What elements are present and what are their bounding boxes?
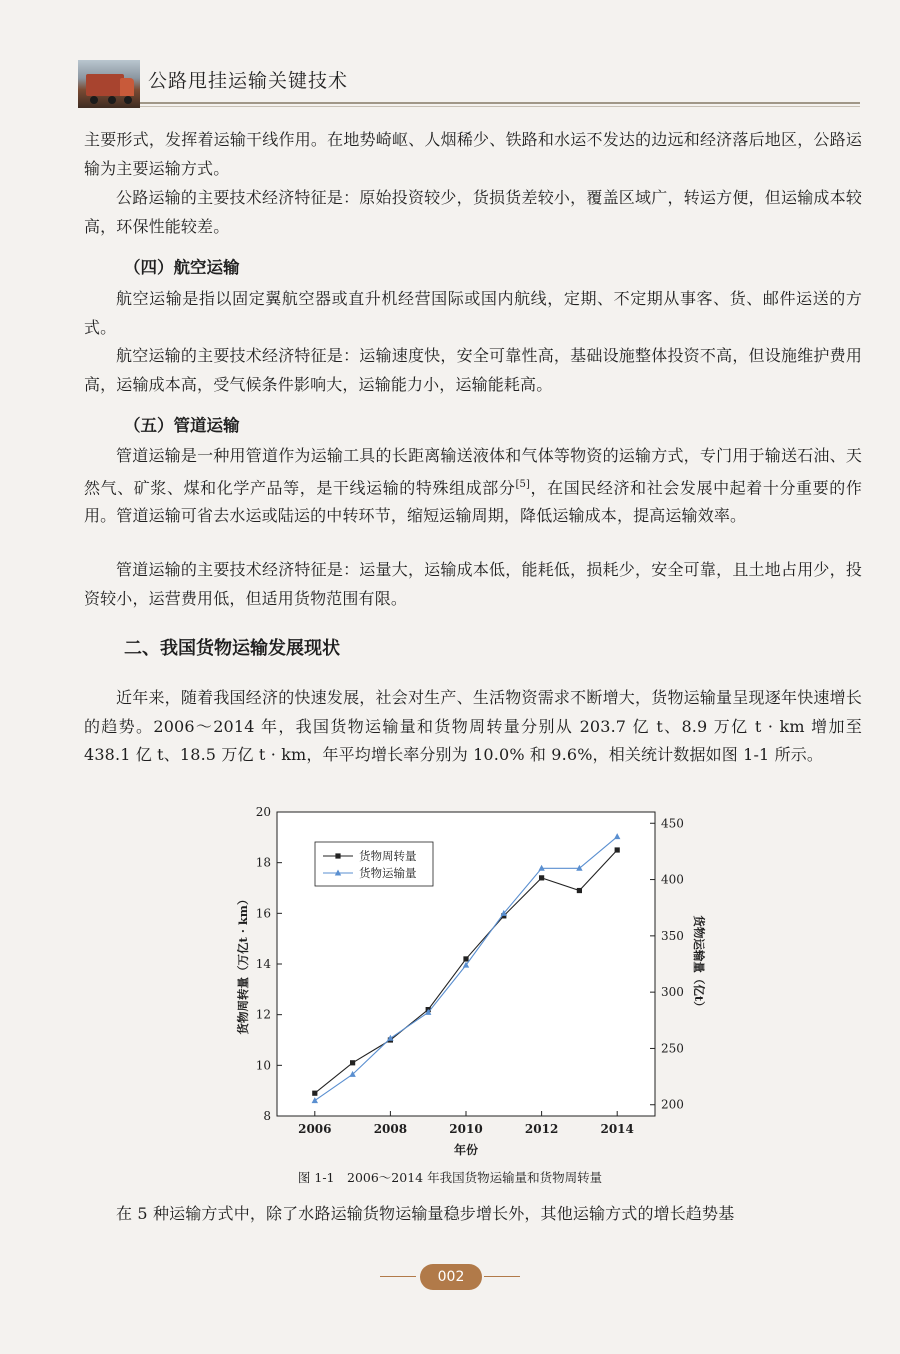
- paragraph: 管道运输的主要技术经济特征是：运量大，运输成本低，能耗低，损耗少，安全可靠，且土地占用少，投资较小，运营费用低，但适用货物范围有限。: [84, 560, 862, 608]
- figure-1-1-chart: [222, 800, 706, 1160]
- y-right-tick-label: 400: [661, 872, 684, 887]
- x-tick-label: 2010: [449, 1122, 483, 1136]
- section-heading: （四）航空运输: [124, 258, 240, 277]
- citation-ref: [5]: [515, 478, 531, 490]
- data-point-square: [463, 956, 468, 961]
- x-tick-label: 2008: [373, 1122, 408, 1136]
- data-point-square: [577, 888, 582, 893]
- truck-photo-icon: [78, 60, 140, 108]
- paragraph: 近年来，随着我国经济的快速发展，社会对生产、生活物资需求不断增大，货物运输量呈现逐年快速增长的趋势。2006～2014 年，我国货物运输量和货物周转量分别从 203.7 亿 t、8.9 万亿 t · km 增加至 438.1 亿 t、18.5 万亿 t · km，年平均增长率分别为 10.0% 和 9.6%，相关统计数据如图 1-1 所示。: [84, 688, 862, 764]
- y-left-tick-label: 10: [255, 1058, 271, 1073]
- y-left-tick-label: 8: [263, 1109, 271, 1123]
- y-left-tick-label: 12: [255, 1007, 271, 1022]
- paragraph: 航空运输是指以固定翼航空器或直升机经营国际或国内航线，定期、不定期从事客、货、邮件运送的方式。: [84, 289, 862, 337]
- data-point-square: [539, 875, 544, 880]
- legend-marker-square: [335, 853, 340, 858]
- data-point-square: [615, 847, 620, 852]
- paragraph: 公路运输的主要技术经济特征是：原始投资较少，货损货差较小，覆盖区域广，转运方便，但运输成本较高，环保性能较差。: [84, 188, 862, 236]
- y-left-tick-label: 16: [255, 906, 271, 921]
- section-heading: （五）管道运输: [124, 416, 240, 435]
- y-right-tick-label: 350: [661, 928, 684, 943]
- y-right-tick-label: 300: [661, 985, 684, 1000]
- legend-label: 货物周转量: [359, 849, 417, 863]
- data-point-square: [312, 1091, 317, 1096]
- paragraph: 管道运输是一种用管道作为运输工具的长距离输送液体和气体等物资的运输方式，专门用于输送石油、天然气、矿浆、煤和化学产品等，是干线运输的特殊组成部分[5]，在国民经济和社会发展中起着十分重要的作用。管道运输可省去水运或陆运的中转环节，缩短运输周期，降低运输成本，提高运输效率。: [84, 446, 862, 526]
- y-right-tick-label: 450: [661, 816, 684, 831]
- running-header: [78, 56, 860, 116]
- chapter-section-heading: 二、我国货物运输发展现状: [124, 638, 340, 659]
- chart-svg: [222, 800, 706, 1160]
- x-tick-label: 2012: [524, 1122, 559, 1136]
- x-axis-label: 年份: [453, 1143, 479, 1157]
- y-left-tick-label: 18: [255, 855, 271, 870]
- paragraph: 航空运输的主要技术经济特征是：运输速度快，安全可靠性高，基础设施整体投资不高，但设施维护费用高，运输成本高，受气候条件影响大，运输能力小，运输能耗高。: [84, 346, 862, 394]
- figure-caption: 图 1-1 2006～2014 年我国货物运输量和货物周转量: [297, 1170, 603, 1185]
- data-point-square: [350, 1060, 355, 1065]
- paragraph: 在 5 种运输方式中，除了水路运输货物运输量稳步增长外，其他运输方式的增长趋势基: [116, 1204, 735, 1223]
- x-tick-label: 2014: [600, 1122, 634, 1136]
- y-left-axis-label: 货物周转量（万亿t · km）: [236, 893, 250, 1035]
- y-right-tick-label: 200: [661, 1097, 684, 1112]
- book-title: 公路甩挂运输关键技术: [148, 70, 349, 92]
- page-number: 002: [420, 1264, 482, 1290]
- legend-label: 货物运输量: [359, 866, 417, 880]
- y-right-axis-label: 货物运输量（亿t）: [692, 915, 706, 1013]
- paragraph: 主要形式，发挥着运输干线作用。在地势崎岖、人烟稀少、铁路和水运不发达的边远和经济落后地区，公路运输为主要运输方式。: [84, 130, 862, 178]
- y-left-tick-label: 20: [255, 805, 271, 819]
- y-right-tick-label: 250: [661, 1041, 684, 1056]
- x-tick-label: 2006: [298, 1122, 332, 1136]
- y-left-tick-label: 14: [255, 957, 271, 971]
